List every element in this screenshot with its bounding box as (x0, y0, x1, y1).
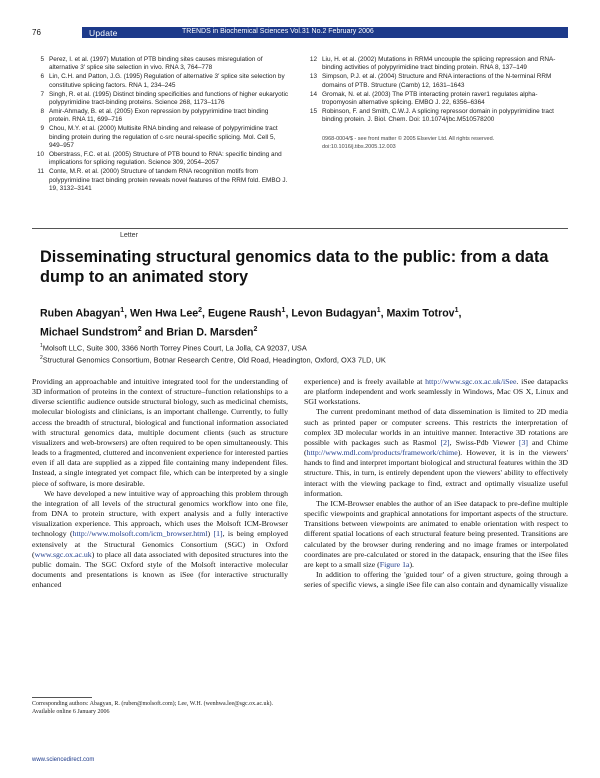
site-url[interactable]: www.sciencedirect.com (32, 757, 95, 763)
reference-item: 11 Conte, M.R. et al. (2000) Structure of tandem RNA recognition motifs from polypyrimidine tract binding protein reveals novel features of the RRM fold. EMBO J. 19, 3132–3141 (37, 168, 288, 193)
author-name: Michael Sundstrom (40, 326, 138, 339)
reference-item: 8 Amir-Ahmady, B. et al. (2005) Exon repression by polypyrimidine tract binding protein. RNA 11, 699–716 (40, 107, 269, 124)
corresponding-authors: Corresponding authors: Abagyan, R. (ruben@molsoft.com); Lee, W.H. (wenhwa.lee@sgc.ox.ac.uk). (32, 701, 273, 707)
references-left (32, 56, 290, 194)
author-name: Eugene Raush (207, 307, 282, 320)
paragraph: Providing an approachable and intuitive integrated tool for the understanding of 3D information of proteins in the context of structure–function relationships to a diverse scientific audience outside structural biology, such as medicinal chemists, molecular biologists and clinicians, is an important challenge. Currently, to fully access the breadth of structural, biological and functional information associated with structural genomics data, multiple document clients (such as structure visualizers and web-browsers) are often required to be open simultaneously. This leads to a fragmented, cluttered and inconvenient experience for interested parties even if all data are supplied as a zipped file containing many independent files. Instead, a single integrated yet compact file, which can be interpreted by a single piece of software, is more desirable. (32, 377, 288, 488)
author-name: Maxim Totrov (386, 307, 455, 320)
reference-item: 13 Simpson, P.J. et al. (2004) Structure and RNA interactions of the N-terminal RRM domains of PTB. Structure (Camb) 12, 1631–1643 (309, 73, 552, 89)
paragraph: The current predominant method of data dissemination is limited to 2D media such as printed paper or computer screens. This restricts the interpretation of complex 3D molecular worlds in an intuitive manner. Interactive 3D rotations are possible with packages such as Rasmol [2], Swiss-Pdb Viewer [3] and Chime (http://www.mdl.com/products/framework/chime). However, it is in the viewers' hands to find and interpret important biological and structural features within the 3D structure. This, in turn, is entirely dependent upon the viewers' ability to effectively interact with the viewing package to find, extract and optimally visualize useful information. (304, 407, 568, 498)
body-column-right (304, 377, 568, 590)
page-number: 76 (32, 28, 41, 37)
section-label: Update (89, 28, 118, 38)
citation-link[interactable]: [1] (213, 529, 223, 539)
link-isee[interactable]: http://www.sgc.ox.ac.uk/iSee (425, 377, 517, 386)
footnote (32, 697, 288, 716)
link-sgc[interactable]: www.sgc.ox.ac.uk (34, 549, 92, 559)
reference-item: 9 Chou, M.Y. et al. (2000) Multisite RNA binding and release of polypyrimidine tract binding protein during the regulation of c-src neural-specific splicing. Mol. Cell 5, 949–957 (40, 125, 278, 150)
copyright-notice: 0968-0004/$ - see front matter © 2005 Elsevier Ltd. All rights reserved. doi:10.1016/j.tibs.2005.12.003 (322, 135, 495, 150)
link-chime[interactable]: http://www.mdl.com/products/framework/chime (306, 448, 458, 458)
reference-item: 5 Perez, I. et al. (1997) Mutation of PTB binding sites causes misregulation of alternative 3′ splice site selection in vivo. RNA 3, 764–778 (40, 56, 263, 72)
paragraph: The ICM-Browser enables the author of an iSee datapack to pre-define multiple specific viewpoints and graphical annotations for important aspects of the structure. Transitions between viewpoints are animated to enable orientation with respect to different spatial locations of each structural feature being presented. Transitions are calculated by the browser during rendering and no image frames or interpolated coordinates are pre-calculated or stored in the datapack, ensuring that the iSee files are kept to a small size (Figure 1a). (304, 498, 568, 569)
article-type: Letter (120, 232, 138, 239)
figure-link[interactable]: Figure 1a (379, 559, 410, 569)
citation-link[interactable]: [2] (440, 437, 450, 447)
paragraph: experience) and is freely available at http://www.sgc.ox.ac.uk/iSee. iSee datapacks are platform independent and work seamlessly in Windows, Mac OS X, Linux and SGI workstations. (304, 377, 568, 407)
affiliations (40, 341, 560, 366)
author-name: Brian D. Marsden (166, 326, 254, 339)
author-name: Levon Budagyan (291, 307, 377, 320)
running-header (32, 27, 568, 40)
reference-item: 6 Lin, C.H. and Patton, J.G. (1995) Regulation of alternative 3′ splice site selection by constitutive splicing factors. RNA 1, 234–245 (40, 73, 285, 89)
author-name: Ruben Abagyan (40, 307, 121, 320)
affiliation: $^2$Structural Genomics Consortium, Botnar Research Centre, Old Road, Headington, Oxford, OX3 7LD, UK (40, 355, 386, 365)
body-column-left (32, 377, 288, 590)
reference-item: 7 Singh, R. et al. (1995) Distinct binding specificities and functions of higher eukaryotic polypyrimidine tract-binding proteins. Science 268, 1173–1176 (40, 90, 289, 107)
paragraph: We have developed a new intuitive way of approaching this problem through the integration of all levels of the structural genomics workflow into one file, from DNA to protein structure, with expert analysis and a fully interactive visualization experience. This approach, which uses the Molsoft ICM-Browser technology (http://www.molsoft.com/icm_browser.html) [1], is being employed extensively at the Structural Genomics Consortium (SGC) in Oxford (www.sgc.ox.ac.uk) to place all data associated with deposited structures into the public domain. The SGC Oxford style of the Molsoft interactive molecular documents and presentations is known as iSee (for interactive structurally enhanced (32, 488, 288, 590)
references-right (305, 56, 570, 151)
author-name: Wen Hwa Lee (130, 307, 199, 320)
citation-link[interactable]: [3] (518, 437, 528, 447)
section-divider (32, 228, 568, 229)
reference-item: 14 Gromak, N. et al. (2003) The PTB interacting protein raver1 regulates alpha-tropomyosin alternative splicing. EMBO J. 22, 6356–6364 (309, 90, 538, 107)
article-title: Disseminating structural genomics data to the public: from a data dump to an animated story (40, 248, 549, 286)
reference-item: 10 Oberstrass, F.C. et al. (2005) Structure of PTB bound to RNA: specific binding and implications for splicing regulation. Science 309, 2054–2057 (36, 150, 282, 167)
footnote-rule (32, 697, 92, 698)
author-list: Ruben Abagyan$^1$, Wen Hwa Lee$^2$, Eugene Raush$^1$, Levon Budagyan$^1$, Maxim Totrov$^1$, Michael Sundstrom$^2$ and Brian D. Marsden$^2$ (40, 307, 462, 339)
available-online: Available online 6 January 2006 (32, 709, 110, 715)
reference-item: 12 Liu, H. et al. (2002) Mutations in RRM4 uncouple the splicing repression and RNA-binding activities of polypyrimidine tract binding protein. RNA 8, 137–149 (309, 56, 556, 72)
link-icm-browser[interactable]: http://www.molsoft.com/icm_browser.html (72, 529, 208, 539)
journal-info: TRENDS in Biochemical Sciences Vol.31 No.2 February 2006 (182, 28, 374, 35)
affiliation: $^1$Molsoft LLC, Suite 300, 3366 North Torrey Pines Court, La Jolla, CA 92037, USA (40, 343, 307, 353)
paragraph: In addition to offering the 'guided tour' of a given structure, going through a series of specific views, a single iSee file can also contain and dynamically visualize (304, 569, 568, 590)
reference-item: 15 Robinson, F. and Smith, C.W.J. A splicing repressor domain in polypyrimidine tract binding protein. J. Biol. Chem. Doi: 10.1074/jbc.M510578200 (309, 107, 554, 124)
